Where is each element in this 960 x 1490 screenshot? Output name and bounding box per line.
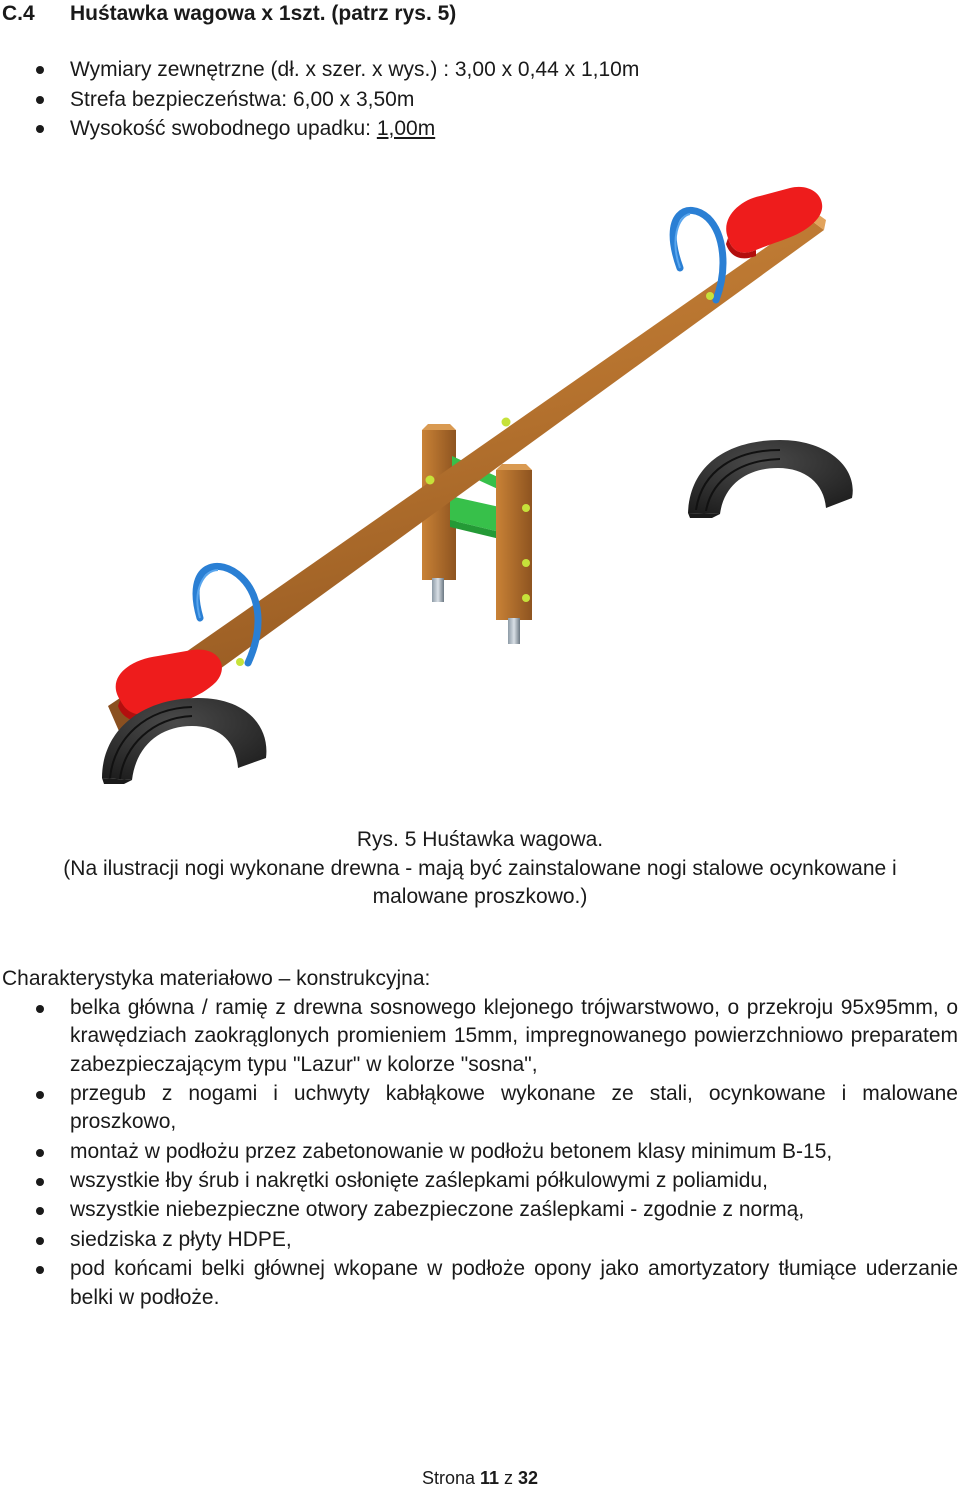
- bullet-icon: [36, 1178, 44, 1186]
- footer-middle: z: [499, 1468, 519, 1488]
- fall-height-value: 1,00m: [376, 117, 436, 140]
- section-number: C.4: [2, 2, 35, 25]
- list-item: [0, 994, 960, 1079]
- footer-page-number: 11: [479, 1468, 500, 1488]
- bullet-icon: [36, 1266, 44, 1274]
- spec-text: Wymiary zewnętrzne (dł. x szer. x wys.) : 3,00 x 0,44 x 1,10m: [70, 58, 640, 81]
- section-title: Huśtawka wagowa x 1szt. (patrz rys. 5): [70, 2, 457, 25]
- list-item-text: siedziska z płyty HDPE,: [70, 1227, 292, 1251]
- list-item: [0, 1080, 960, 1137]
- list-item-text: pod końcami belki głównej wkopane w podłoże opony jako amortyzatory tłumiące uderzanie belki w podłoże.: [70, 1257, 958, 1309]
- bolt-icon: [502, 418, 511, 427]
- seesaw-illustration: [80, 178, 870, 818]
- caption-note-continued: malowane proszkowo.): [372, 885, 588, 908]
- figure-caption: [0, 826, 960, 912]
- caption-note: (Na ilustracji nogi wykonane drewna - mają być zainstalowane nogi stalowe ocynkowane i: [63, 856, 897, 880]
- list-item-text: montaż w podłożu przez zabetonowanie w podłożu betonem klasy minimum B-15,: [70, 1139, 833, 1163]
- front-post: [496, 464, 532, 644]
- spec-text: Strefa bezpieczeństwa: 6,00 x 3,50m: [70, 87, 415, 111]
- list-item: [0, 1138, 960, 1166]
- bullet-icon: [36, 1237, 44, 1245]
- page-footer: [0, 1466, 960, 1490]
- list-item-text: belka główna / ramię z drewna sosnowego klejonego trójwarstwowo, o przekroju 95x95mm, o krawędziach zaokrąglonych promieniem 15mm, impregnowanego powierzchniowo preparatem zabezpieczającym typu "Lazur" w kolorze "sosna",: [70, 996, 958, 1076]
- bullet-icon: [36, 1207, 44, 1215]
- spec-list: [0, 55, 960, 144]
- section-heading: [0, 0, 960, 30]
- seesaw-drawing: [80, 178, 870, 818]
- list-item: [0, 1167, 960, 1195]
- bolt-icon: [426, 476, 435, 485]
- bullet-icon: [36, 1091, 44, 1099]
- list-item: [0, 1196, 960, 1224]
- footer-prefix: Strona: [421, 1468, 480, 1488]
- list-item-text: wszystkie łby śrub i nakrętki osłonięte zaślepkami półkulowymi z poliamidu,: [70, 1169, 768, 1193]
- list-item-text: przegub z nogami i uchwyty kabłąkowe wykonane ze stali, ocynkowane i malowane proszkowo,: [70, 1081, 958, 1134]
- list-item-text: wszystkie niebezpieczne otwory zabezpieczone zaślepkami - zgodnie z normą,: [70, 1198, 805, 1222]
- bullet-icon: [36, 125, 44, 133]
- bullet-icon: [36, 96, 44, 104]
- footer-page-total: 32: [518, 1468, 539, 1488]
- bullet-icon: [36, 66, 44, 74]
- spec-item: [0, 114, 960, 144]
- materials-heading: Charakterystyka materiałowo – konstrukcyjna:: [2, 967, 431, 990]
- bullet-icon: [36, 1149, 44, 1157]
- spec-item: [0, 85, 960, 115]
- right-tyre: [688, 440, 853, 518]
- bullet-icon: [36, 1005, 44, 1013]
- materials-list: [0, 994, 960, 1313]
- caption-title: Rys. 5 Huśtawka wagowa.: [356, 828, 604, 851]
- list-item: [0, 1255, 960, 1312]
- spec-item: [0, 55, 960, 85]
- list-item: [0, 1226, 960, 1254]
- fall-height-label: Wysokość swobodnego upadku:: [70, 117, 377, 140]
